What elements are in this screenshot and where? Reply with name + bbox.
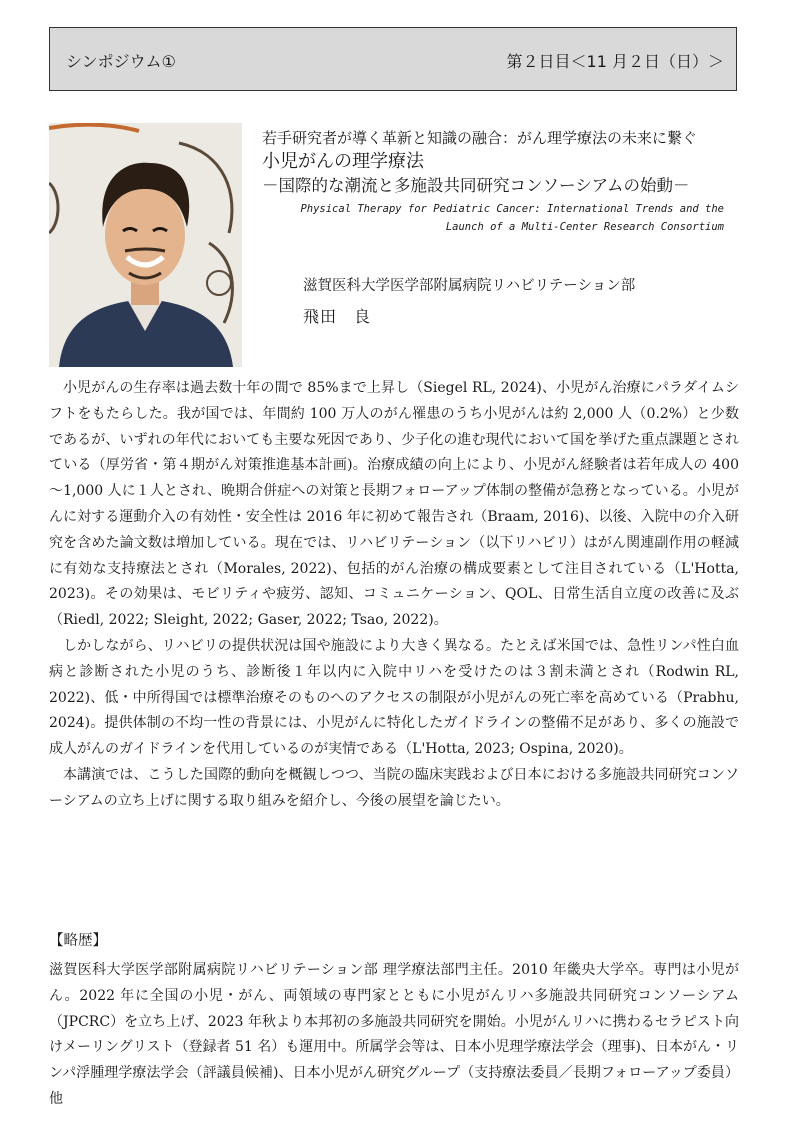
- session-label: シンポジウム①: [66, 52, 176, 71]
- symposium-theme: 若手研究者が導く革新と知識の融合：がん理学療法の未来に繋ぐ: [262, 129, 698, 147]
- lecture-title: 小児がんの理学療法: [262, 151, 424, 172]
- speaker-affiliation: 滋賀医科大学医学部附属病院リハビリテーション部: [303, 278, 636, 294]
- session-date: 第２日目＜11 月２日（日）＞: [506, 52, 724, 71]
- abstract-paragraph: しかしながら、リハビリの提供状況は国や施設により大きく異なる。たとえば米国では、急性リンパ性白血病と診断された小児のうち、診断後１年以内に入院中リハを受けたのは３割未満とされ（Rodwin RL, 2022)、低・中所得国では標準治療そのものへのアクセスの制限が小児がんの死亡率を高めている（Prabhu, 2024)。提供体制の不均一性の背景には、小児がんに特化したガイドラインの整備不足があり、多くの施設で成人がんのガイドラインを代用しているのが実情である（L'Hotta, 2023; Ospina, 2020)。: [49, 637, 739, 758]
- speaker-photo: [49, 123, 242, 367]
- lecture-title-english: Physical Therapy for Pediatric Cancer: International Trends and the Launch of a Multi-Center Research Consortium: [300, 203, 724, 233]
- abstract-paragraph: 小児がんの生存率は過去数十年の間で 85%まで上昇し（Siegel RL, 2024)、小児がん治療にパラダイムシフトをもたらした。我が国では、年間約 100 万人のがん罹患のうち小児がんは約 2,000 人（0.2%）と少数であるが、いずれの年代においても主要な死因であり、少子化の進む現代において国を挙げた重点課題とされている（厚労省・第４期がん対策推進基本計画)。治療成績の向上により、小児がん経験者は若年成人の 400～1,000 人に１人とされ、晩期合併症への対策と長期フォローアップ体制の整備が急務となっている。小児がんに対する運動介入の有効性・安全性は 2016 年に初めて報告され（Braam, 2016)、以後、入院中の介入研究を含めた論文数は増加している。現在では、リハビリテーション（以下リハビリ）はがん関連副作用の軽減に有効な支持療法とされ（Morales, 2022)、包括的がん治療の構成要素として注目されている（L'Hotta, 2023)。その効果は、モビリティや疲労、認知、コミュニケーション、QOL、日常生活自立度の改善に及ぶ（Riedl, 2022; Sleight, 2022; Gaser, 2022; Tsao, 2022)。: [49, 380, 739, 629]
- speaker-name: 飛田 良: [303, 307, 372, 326]
- title-block: [262, 128, 732, 236]
- biography-paragraph: 滋賀医科大学医学部附属病院リハビリテーション部 理学療法部門主任。2010 年畿央大学卒。専門は小児がん。2022 年に全国の小児・がん、両領域の専門家とともに小児がんリハ多施設共同研究コンソーシアム（JPCRC）を立ち上げ、2023 年秋より本邦初の多施設共同研究を開始。小児がんリハに携わるセラピスト向けメーリングリスト（登録者 51 名）も運用中。所属学会等は、日本小児理学療法学会（理事)、日本がん・リンパ浮腫理学療法学会（評議員候補)、日本小児がん研究グループ（支持療法委員／長期フォローアップ委員）他: [49, 962, 739, 1107]
- biography-heading: 【略歴】: [49, 933, 107, 949]
- abstract-paragraph: 本講演では、こうした国際的動向を概観しつつ、当院の臨床実践および日本における多施設共同研究コンソーシアムの立ち上げに関する取り組みを紹介し、今後の展望を論じたい。: [49, 766, 739, 809]
- session-header: [49, 27, 737, 91]
- lecture-subtitle: －国際的な潮流と多施設共同研究コンソーシアムの始動－: [262, 176, 690, 195]
- abstract-body: [49, 376, 739, 815]
- biography-body: [49, 958, 739, 1113]
